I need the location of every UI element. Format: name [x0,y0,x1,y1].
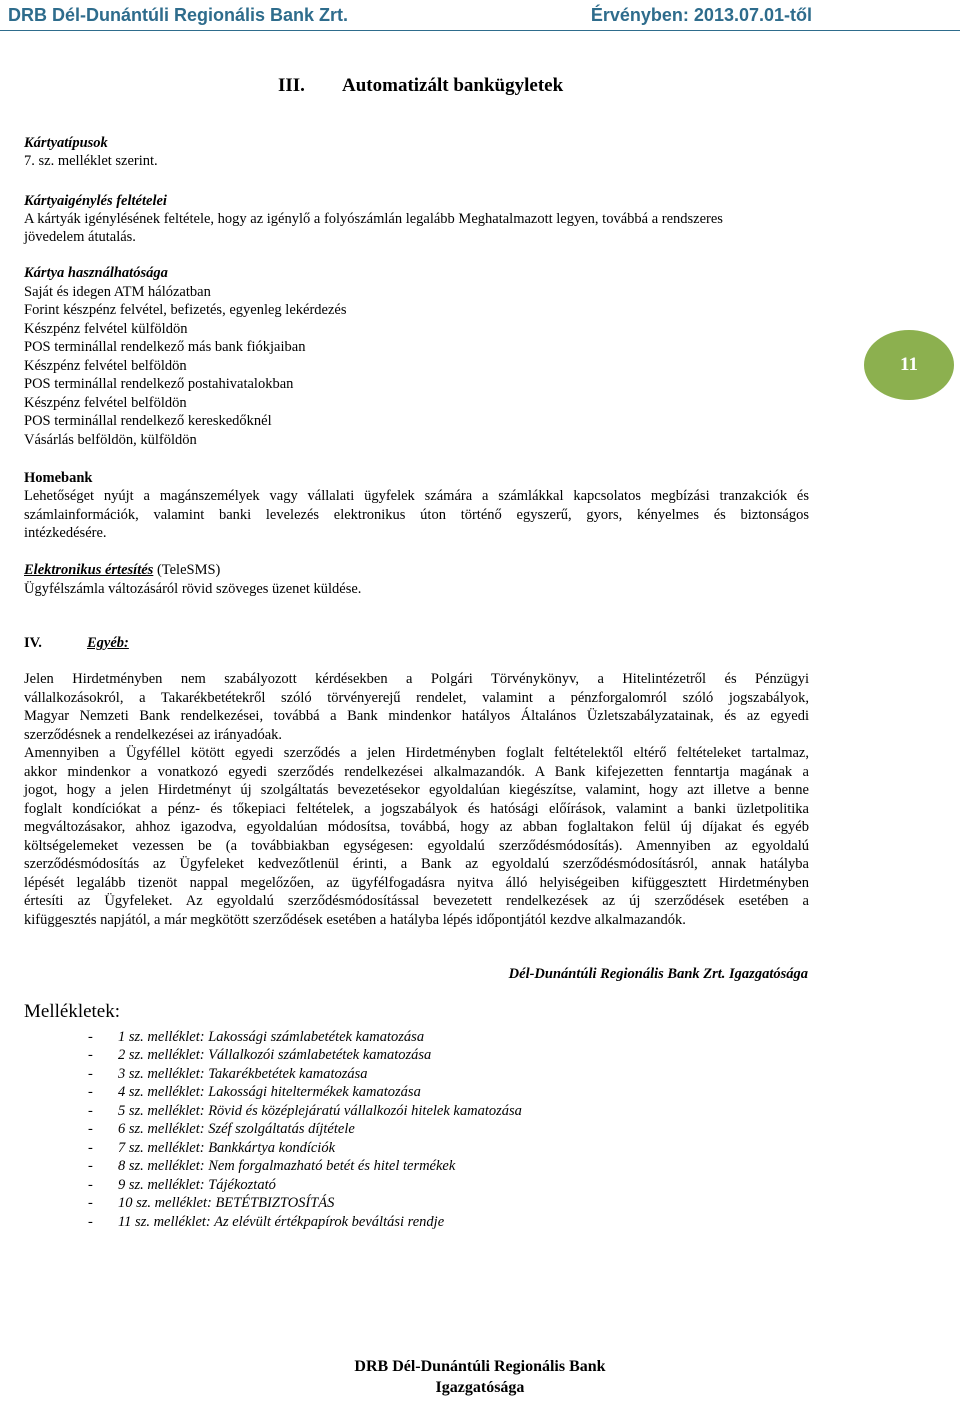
card-request-line: A kártyák igénylésének feltétele, hogy az igénylő a folyószámlán legalább Meghatalmazott legyen, továbbá a rendszeres [24,211,723,227]
attachment-dash: - [88,1029,93,1045]
card-usage-item: Forint készpénz felvétel, befizetés, egyenleg lekérdezés [24,302,347,318]
attachment-item: 4 sz. melléklet: Lakossági hiteltermékek kamatozása [118,1084,421,1100]
card-usage-item: POS terminállal rendelkező postahivatalokban [24,376,294,392]
footer-line-1: DRB Dél-Dunántúli Regionális Bank [354,1358,606,1375]
attachment-item: 5 sz. melléklet: Rövid és középlejáratú vállalkozói hitelek kamatozása [118,1103,522,1119]
header-bank-name: DRB Dél-Dunántúli Regionális Bank Zrt. [8,5,349,25]
attachment-dash: - [88,1158,93,1174]
attachment-item: 6 sz. melléklet: Széf szolgáltatás díjtétele [118,1121,355,1137]
card-usage-item: Készpénz felvétel külföldön [24,321,188,337]
attachment-item: 7 sz. melléklet: Bankkártya kondíciók [118,1140,336,1156]
card-request-line: jövedelem átutalás. [24,229,136,245]
card-usage-item: Saját és idegen ATM hálózatban [24,284,211,300]
section-3-number: III. [278,75,305,96]
homebank-heading: Homebank [24,470,93,486]
attachment-item: 2 sz. melléklet: Vállalkozói számlabetétek kamatozása [118,1047,432,1063]
header-validity: Érvényben: 2013.07.01-től [590,5,812,25]
telesms-heading: Elektronikus értesítés [24,562,154,578]
page-number-badge [864,330,954,400]
attachment-dash: - [88,1177,93,1193]
attachment-item: 9 sz. melléklet: Tájékoztató [118,1177,276,1193]
attachments-heading: Mellékletek: [24,1001,121,1022]
other-text-line: jogot, hogy a jelen Hirdetményt új szolgáltatás bevezetésekor egyoldalúan kiegészítse, valamint, hogy azt illetve a benne [24,782,809,798]
homebank-line: számlainformációk, valamint banki levelezés elektronikus úton történő egyszerű, gyors, kényelmes és biztonságos [24,507,809,523]
attachment-dash: - [88,1195,93,1211]
attachment-dash: - [88,1084,93,1100]
other-text-line: megváltozásakor, ahhoz igazodva, egyoldalúan módosítsa, továbbá, hogy az abban foglaltakon felül új díjakat és egyéb [24,819,809,835]
card-types-text: 7. sz. melléklet szerint. [24,153,158,169]
attachment-dash: - [88,1140,93,1156]
other-text-line: foglalt kondíciókat a pénz- és tőkepiaci feltételek, a jogszabályok és hatósági előírások, valamint a banki üzletpolitika [24,801,809,817]
other-text-line: szerződésnek a rendelkezései az irányadóak. [24,727,283,743]
other-text-line: akkor mindenkor a vonatkozó egyedi szerződés rendelkezései alkalmazandók. A Bank kifejezetten fenntartja magának a [24,764,809,780]
attachment-item: 3 sz. melléklet: Takarékbetétek kamatozása [118,1066,368,1082]
other-text-line: lépését legalább tizenöt nappal megelőzően, az ügyfélfogadásra nyitva álló helyiségeiben kifüggesztett Hirdetményben [24,875,809,891]
section-4-title: Egyéb: [87,635,129,651]
attachment-dash: - [88,1214,93,1230]
homebank-line: intézkedésére. [24,525,107,541]
other-text-line: kifüggesztés napjától, a már megkötött szerződések esetében a hatályba lépés időpontjától kezdve alkalmazandók. [24,912,686,928]
attachment-item: 1 sz. melléklet: Lakossági számlabetétek kamatozása [118,1029,425,1045]
other-text-line: szerződésmódosítás az Ügyfeleket kedvezőtlenül érinti, a Bank az egyoldalú szerződésmódosításról, annak hatályba [24,856,809,872]
other-text-line: Jelen Hirdetményben nem szabályozott kérdésekben a Polgári Törvénykönyv, a Hitelintézetről és Pénzügyi [24,671,809,687]
attachment-item: 8 sz. melléklet: Nem forgalmazható betét és hitel termékek [118,1158,456,1174]
other-text-line: Amennyiben a Ügyféllel kötött egyedi szerződés a jelen Hirdetményben foglalt feltételektől eltérő feltételeket tartalmaz, [24,745,809,761]
telesms-heading-row [24,561,220,579]
other-text-line: értesíti az Ügyfeleket. Az egyoldalú szerződésmódosítással bevezetett rendelkezések az új szerződések esetében a [24,893,809,909]
other-text-line: költségelemeket vezessen be (a továbbiakban egységesen: egyoldalú szerződésmódosítás). Amennyiben az egyoldalú [24,838,809,854]
section-3-title: Automatizált bankügyletek [342,75,564,96]
card-usage-item: POS terminállal rendelkező kereskedőknél [24,413,272,429]
telesms-text: Ügyfélszámla változásáról rövid szöveges üzenet küldése. [24,581,362,597]
other-text-line: vállalkozásokról, a Takarékbetétekről szóló törvényerejű rendelet, valamint a pénzforgalomról szóló jogszabályok, [24,690,809,706]
attachment-dash: - [88,1103,93,1119]
card-usage-item: POS terminállal rendelkező más bank fiókjaiban [24,339,306,355]
section-4-number: IV. [24,635,42,651]
card-usage-item: Vásárlás belföldön, külföldön [24,432,197,448]
other-text-line: Magyar Nemzeti Bank rendelkezései, továbbá a Bank mindenkor hatályos Általános Üzletszabályzatainak, és az egyedi [24,708,809,724]
card-types-heading: Kártyatípusok [24,135,108,151]
card-usage-item: Készpénz felvétel belföldön [24,395,187,411]
page-number: 11 [900,354,918,375]
signature: Dél-Dunántúli Regionális Bank Zrt. Igazgatósága [508,966,808,982]
attachment-dash: - [88,1066,93,1082]
attachment-dash: - [88,1047,93,1063]
footer-line-2: Igazgatósága [435,1379,525,1396]
card-usage-item: Készpénz felvétel belföldön [24,358,187,374]
homebank-line: Lehetőséget nyújt a magánszemélyek vagy vállalati ügyfelek számára a számlákkal kapcsolatos megbízási tranzakciók és [24,488,809,504]
telesms-heading-suffix: (TeleSMS) [153,562,221,578]
card-request-heading: Kártyaigénylés feltételei [24,193,167,209]
card-usage-heading: Kártya használhatósága [24,265,168,281]
header-divider [0,30,960,31]
attachment-item: 10 sz. melléklet: BETÉTBIZTOSÍTÁS [118,1195,335,1211]
attachment-item: 11 sz. melléklet: Az elévült értékpapírok beváltási rendje [118,1214,445,1230]
attachment-dash: - [88,1121,93,1137]
